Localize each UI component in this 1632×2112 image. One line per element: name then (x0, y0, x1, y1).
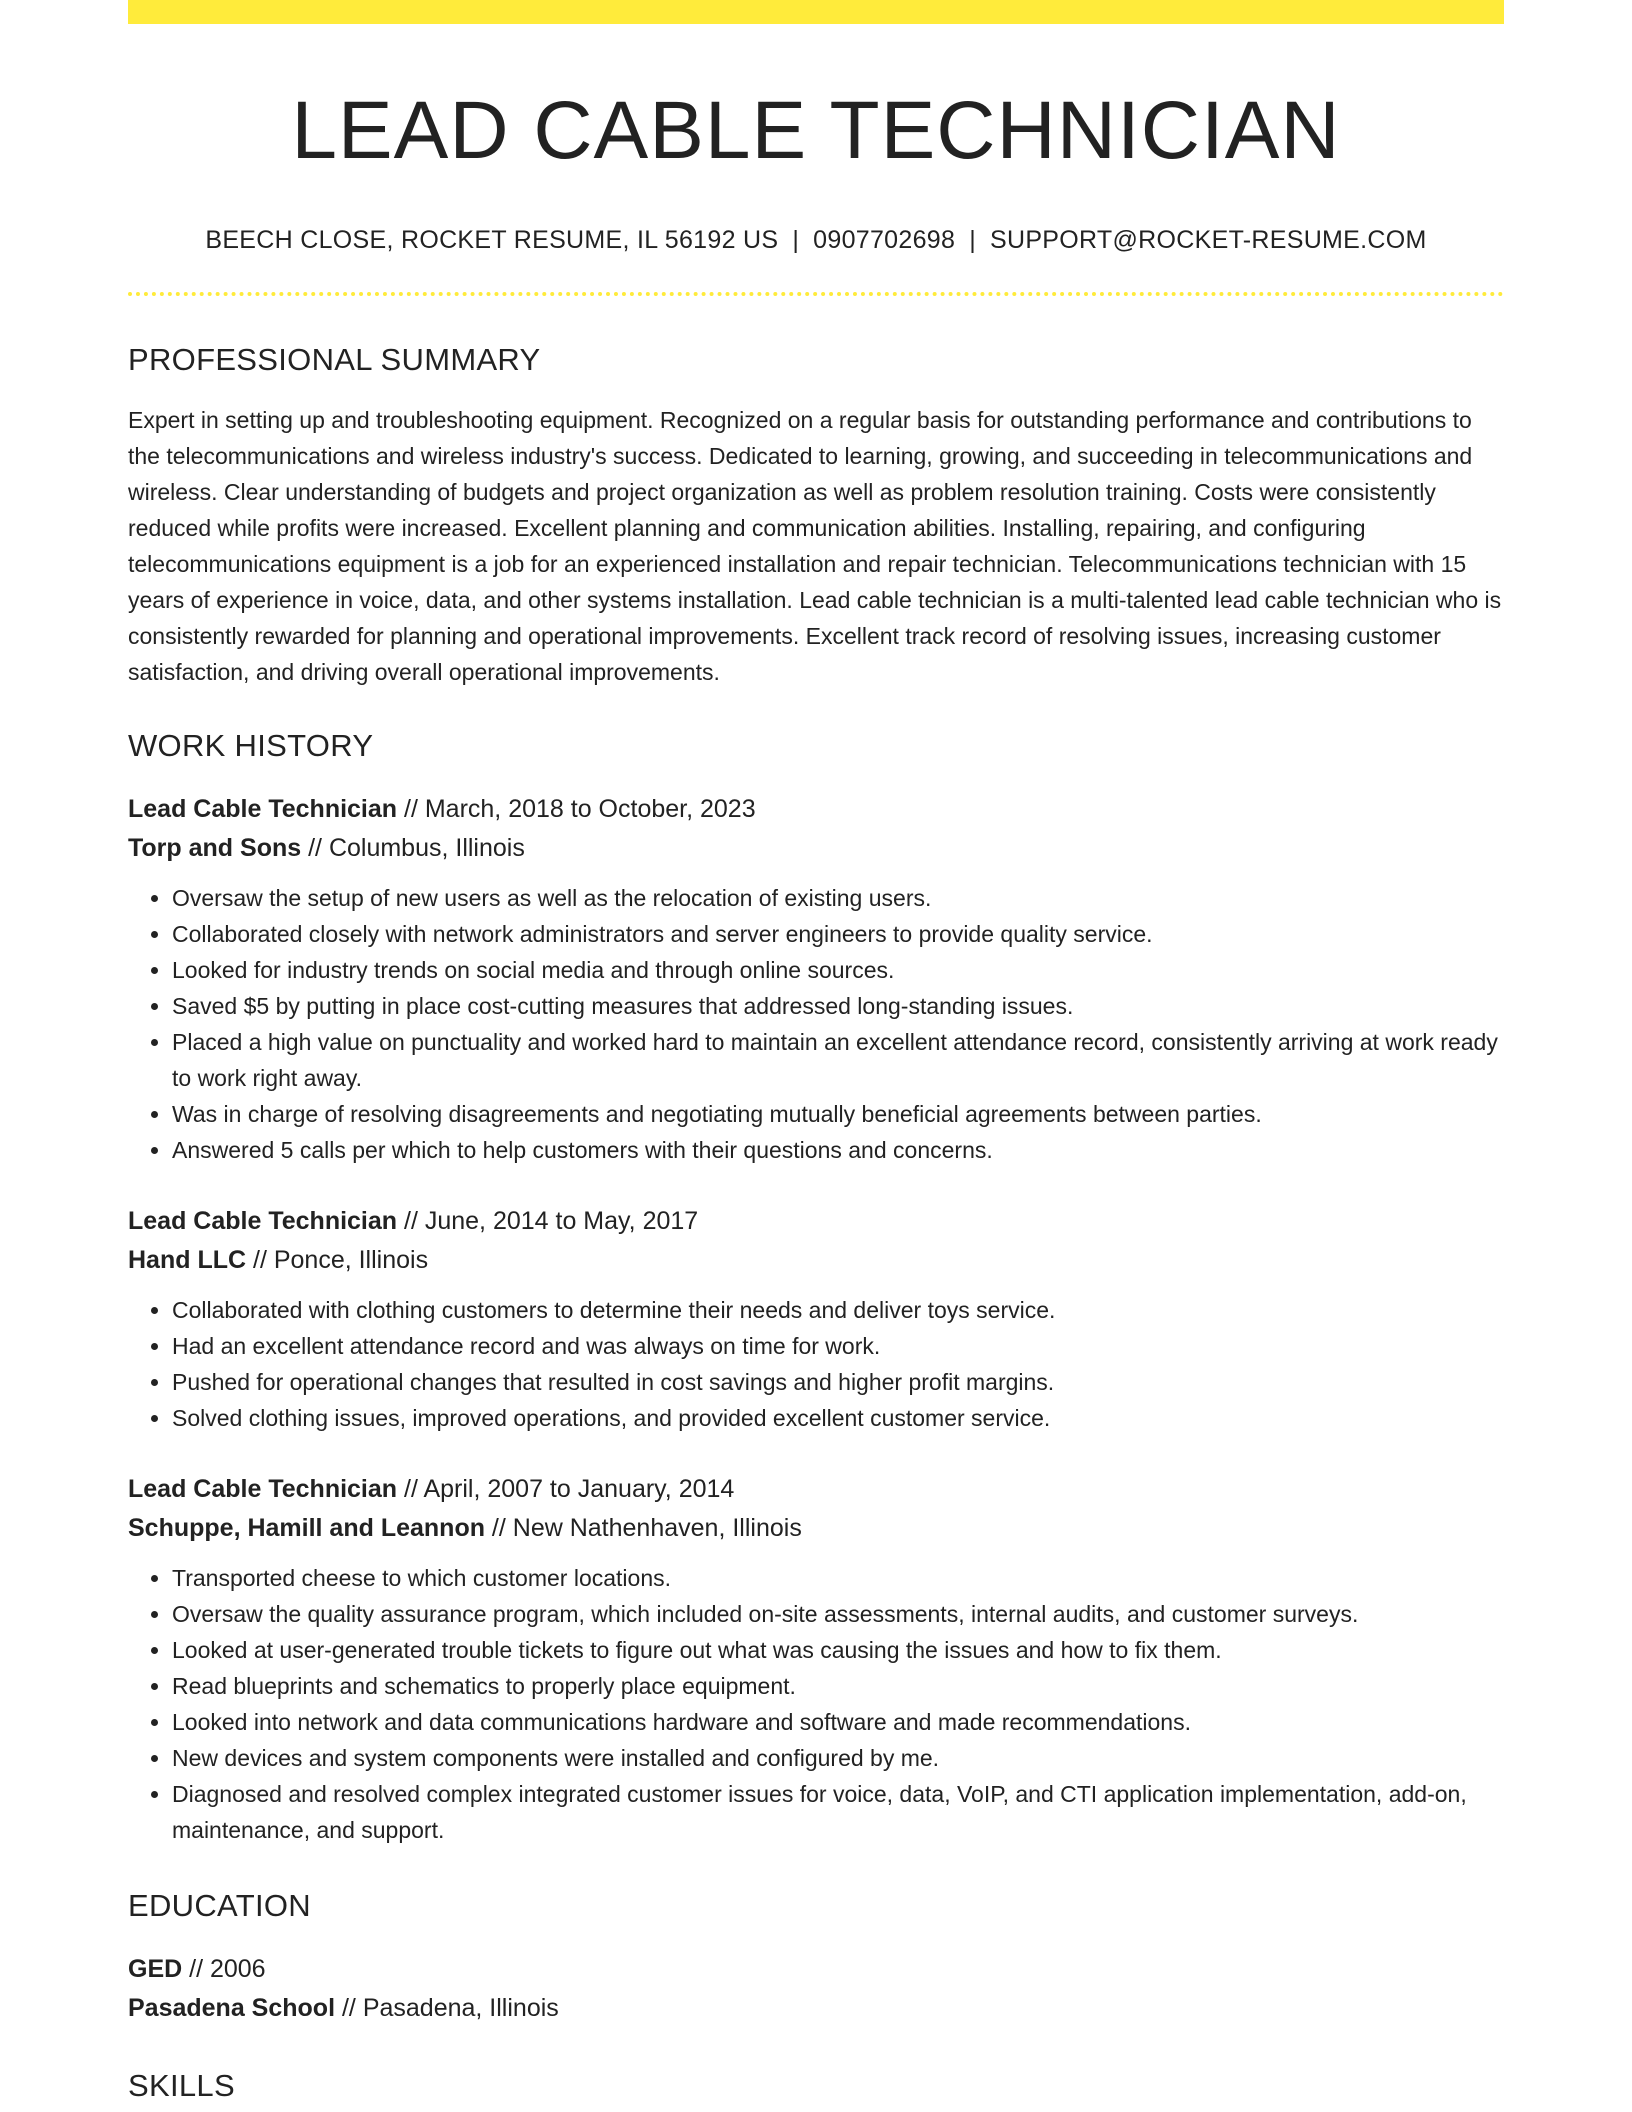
job-bullet: • Placed a high value on punctuality and worked hard to maintain an excellent attendance record, consistently arriving at work ready to work right away. (172, 1024, 1504, 1096)
job-entry (128, 1202, 1504, 1436)
job-location: // Ponce, Illinois (246, 1246, 429, 1275)
job-bullets (128, 1292, 1504, 1436)
job-location: // New Nathenhaven, Illinois (484, 1514, 802, 1543)
summary-text: Expert in setting up and troubleshooting equipment. Recognized on a regular basis for outstanding performance and contributions to the telecommunications and wireless industry's success. Dedicated to learning, growing, and succeeding in telecommunications and wireless. Clear understanding of budgets and project organization as well as problem resolution training. Costs were consistently reduced while profits were increased. Excellent planning and communication abilities. Installing, repairing, and configuring telecommunications equipment is a job for an experienced installation and repair technician. Telecommunications technician with 15 years of experience in voice, data, and other systems installation. Lead cable technician is a multi-talented lead cable technician who is consistently rewarded for planning and operational improvements. Excellent track record of resolving issues, increasing customer satisfaction, and driving overall operational improvements. (128, 407, 1502, 686)
job-bullet: • Oversaw the quality assurance program, which included on-site assessments, internal audits, and customer surveys. (172, 1596, 1504, 1632)
section-heading-skills: SKILLS (128, 2068, 235, 2104)
job-title: Lead Cable Technician (128, 1207, 398, 1236)
job-bullet: • Had an excellent attendance record and was always on time for work. (172, 1328, 1504, 1364)
contact-separator: | (969, 226, 976, 255)
education-school-line (128, 1989, 1504, 2028)
education-degree: GED (128, 1955, 183, 1984)
job-title-line (128, 790, 1504, 829)
job-bullet: • Collaborated closely with network administrators and server engineers to provide quality service. (172, 916, 1504, 952)
job-bullet: • Looked for industry trends on social media and through online sources. (172, 952, 1504, 988)
job-bullet: • Diagnosed and resolved complex integrated customer issues for voice, data, VoIP, and CTI application implementation, add-on, maintenance, and support. (172, 1776, 1504, 1848)
job-company-line (128, 829, 1504, 868)
contact-address: BEECH CLOSE, ROCKET RESUME, IL 56192 US (205, 226, 779, 255)
education-entry (128, 1950, 1504, 2028)
contact-phone: 0907702698 (813, 226, 956, 255)
job-company-line (128, 1509, 1504, 1548)
job-bullets (128, 1560, 1504, 1848)
job-bullet: • New devices and system components were installed and configured by me. (172, 1740, 1504, 1776)
job-title: Lead Cable Technician (128, 1475, 398, 1504)
job-bullet: • Looked at user-generated trouble tickets to figure out what was causing the issues and how to fix them. (172, 1632, 1504, 1668)
job-entry (128, 1470, 1504, 1848)
contact-line (128, 226, 1504, 255)
job-dates: // April, 2007 to January, 2014 (397, 1475, 735, 1504)
education-degree-line (128, 1950, 1504, 1989)
section-heading-education: EDUCATION (128, 1888, 311, 1924)
accent-bar (128, 0, 1504, 24)
job-entry (128, 790, 1504, 1168)
section-heading-summary: PROFESSIONAL SUMMARY (128, 342, 541, 378)
job-title: Lead Cable Technician (128, 795, 398, 824)
job-bullet: • Transported cheese to which customer locations. (172, 1560, 1504, 1596)
dotted-divider (128, 292, 1504, 296)
job-company-line (128, 1241, 1504, 1280)
job-bullets (128, 880, 1504, 1168)
job-bullet: • Looked into network and data communications hardware and software and made recommendations. (172, 1704, 1504, 1740)
job-bullet: • Saved $5 by putting in place cost-cutting measures that addressed long-standing issues. (172, 988, 1504, 1024)
contact-email: SUPPORT@ROCKET-RESUME.COM (990, 226, 1427, 255)
job-bullet: • Solved clothing issues, improved operations, and provided excellent customer service. (172, 1400, 1504, 1436)
job-title-line (128, 1202, 1504, 1241)
job-title-line (128, 1470, 1504, 1509)
job-bullet: • Pushed for operational changes that resulted in cost savings and higher profit margins. (172, 1364, 1504, 1400)
job-company: Torp and Sons (128, 834, 302, 863)
job-dates: // June, 2014 to May, 2017 (397, 1207, 699, 1236)
job-bullet: • Read blueprints and schematics to properly place equipment. (172, 1668, 1504, 1704)
job-location: // Columbus, Illinois (301, 834, 525, 863)
job-bullet: • Answered 5 calls per which to help customers with their questions and concerns. (172, 1132, 1504, 1168)
resume-page (128, 0, 1504, 2104)
contact-separator: | (792, 226, 800, 255)
section-heading-work-history: WORK HISTORY (128, 728, 374, 764)
candidate-name: LEAD CABLE TECHNICIAN (291, 85, 1341, 176)
job-company: Schuppe, Hamill and Leannon (128, 1514, 485, 1543)
job-company: Hand LLC (128, 1246, 247, 1275)
education-location: // Pasadena, Illinois (335, 1994, 559, 2023)
job-bullet: • Collaborated with clothing customers to determine their needs and deliver toys service. (172, 1292, 1504, 1328)
job-bullet: • Was in charge of resolving disagreements and negotiating mutually beneficial agreements between parties. (172, 1096, 1504, 1132)
job-dates: // March, 2018 to October, 2023 (397, 795, 756, 824)
job-bullet: • Oversaw the setup of new users as well as the relocation of existing users. (172, 880, 1504, 916)
education-school: Pasadena School (128, 1994, 336, 2023)
education-year: // 2006 (182, 1955, 266, 1984)
